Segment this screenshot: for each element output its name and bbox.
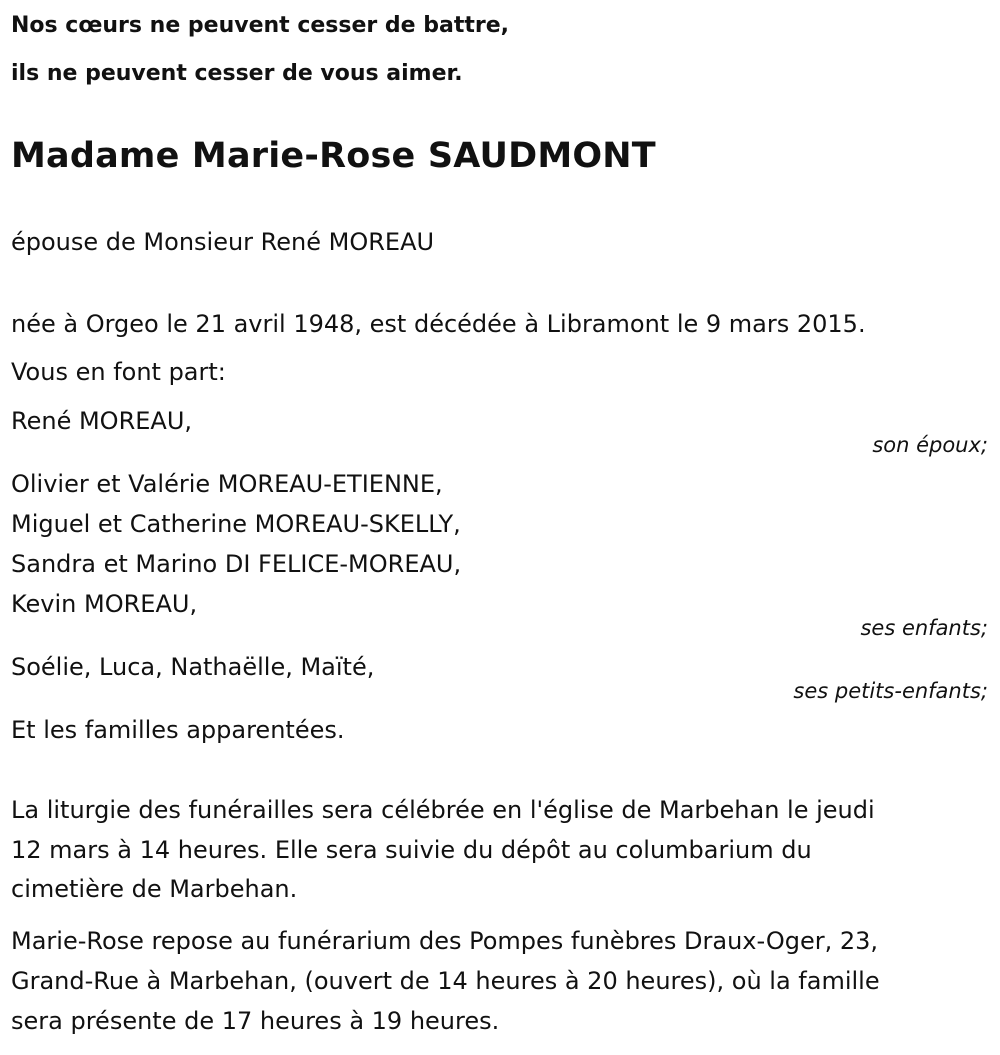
spouse-line: épouse de Monsieur René MOREAU — [11, 228, 435, 256]
children-role: ses enfants; — [860, 616, 988, 640]
epigraph-line-2: ils ne peuvent cesser de vous aimer. — [11, 61, 463, 86]
spouse-role: son époux; — [872, 433, 988, 457]
child-line: Sandra et Marino DI FELICE-MOREAU, — [11, 550, 462, 578]
epigraph-line-1: Nos cœurs ne peuvent cesser de battre, — [11, 13, 509, 38]
rest-line-1: Marie-Rose repose au funérarium des Pompes funèbres Draux-Oger, 23, — [11, 927, 879, 955]
rest-line-3: sera présente de 17 heures à 19 heures. — [11, 1007, 500, 1035]
birth-death-line: née à Orgeo le 21 avril 1948, est décédée à Libramont le 9 mars 2015. — [11, 310, 866, 338]
liturgy-line-1: La liturgie des funérailles sera célébrée en l'église de Marbehan le jeudi — [11, 796, 875, 824]
child-line: Kevin MOREAU, — [11, 590, 198, 618]
grandchildren-role: ses petits-enfants; — [793, 679, 988, 703]
liturgy-line-3: cimetière de Marbehan. — [11, 875, 298, 903]
families-line: Et les familles apparentées. — [11, 716, 345, 744]
announcement-intro: Vous en font part: — [11, 358, 226, 386]
deceased-name: Madame Marie-Rose SAUDMONT — [11, 136, 656, 176]
grandchildren-line: Soélie, Luca, Nathaëlle, Maïté, — [11, 653, 375, 681]
rest-line-2: Grand-Rue à Marbehan, (ouvert de 14 heures à 20 heures), où la famille — [11, 967, 880, 995]
child-line: Miguel et Catherine MOREAU-SKELLY, — [11, 510, 461, 538]
liturgy-line-2: 12 mars à 14 heures. Elle sera suivie du dépôt au columbarium du — [11, 836, 812, 864]
spouse-name: René MOREAU, — [11, 407, 193, 435]
child-line: Olivier et Valérie MOREAU-ETIENNE, — [11, 470, 443, 498]
